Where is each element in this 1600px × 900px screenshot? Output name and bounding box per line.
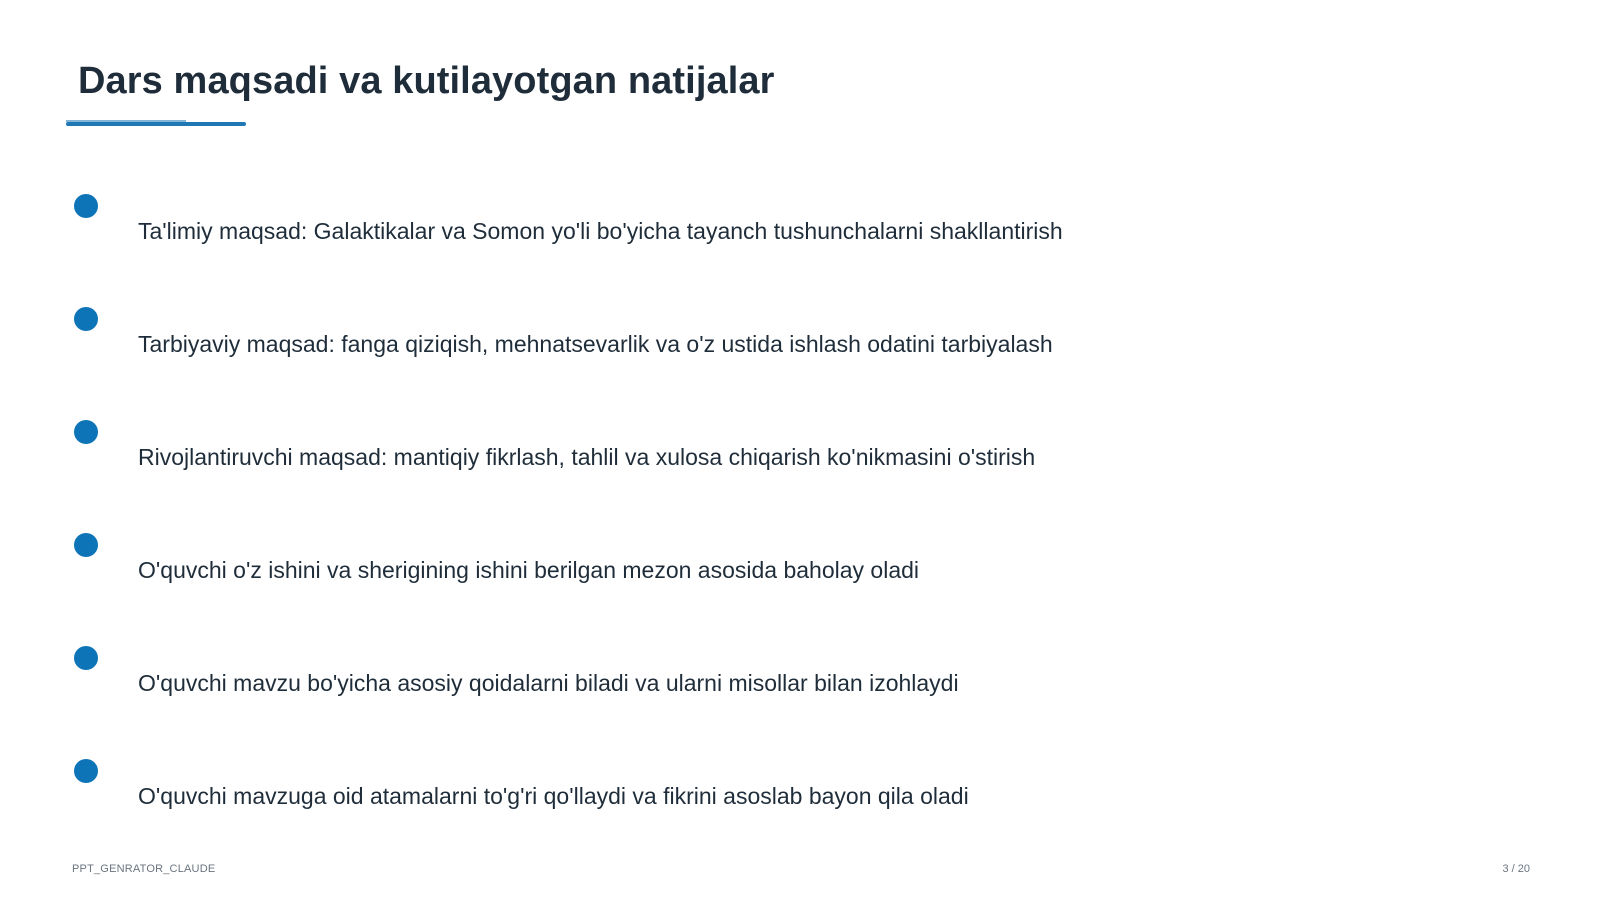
list-item [0,646,1300,706]
bullet-dot-icon [74,646,98,670]
bullet-text: O'quvchi mavzuga oid atamalarni to'g'ri qo'llaydi va fikrini asoslab bayon qila oladi [138,783,969,809]
list-item [0,420,1300,480]
list-item [0,307,1300,367]
bullet-dot-icon [74,533,98,557]
bullet-text: Ta'limiy maqsad: Galaktikalar va Somon yo'li bo'yicha tayanch tushunchalarni shakllantirish [138,218,1063,244]
list-item [0,533,1300,593]
bullet-dot-icon [74,420,98,444]
bullet-text: Rivojlantiruvchi maqsad: mantiqiy fikrlash, tahlil va xulosa chiqarish ko'nikmasini o'stirish [138,444,1036,470]
list-item [0,759,1300,819]
page-number: 3 / 20 [1502,863,1530,875]
list-item [0,194,1300,254]
slide-title: Dars maqsadi va kutilayotgan natijalar [78,60,775,102]
bullet-text: O'quvchi o'z ishini va sherigining ishini berilgan mezon asosida baholay oladi [138,557,920,583]
bullet-dot-icon [74,759,98,783]
bullet-text: Tarbiyaviy maqsad: fanga qiziqish, mehnatsevarlik va o'z ustida ishlash odatini tarbiyalash [138,331,1053,357]
bullet-dot-icon [74,307,98,331]
bullet-text: O'quvchi mavzu bo'yicha asosiy qoidalarni biladi va ularni misollar bilan izohlaydi [138,670,959,696]
footer-source: PPT_GENRATOR_CLAUDE [72,863,216,875]
bullet-dot-icon [74,194,98,218]
